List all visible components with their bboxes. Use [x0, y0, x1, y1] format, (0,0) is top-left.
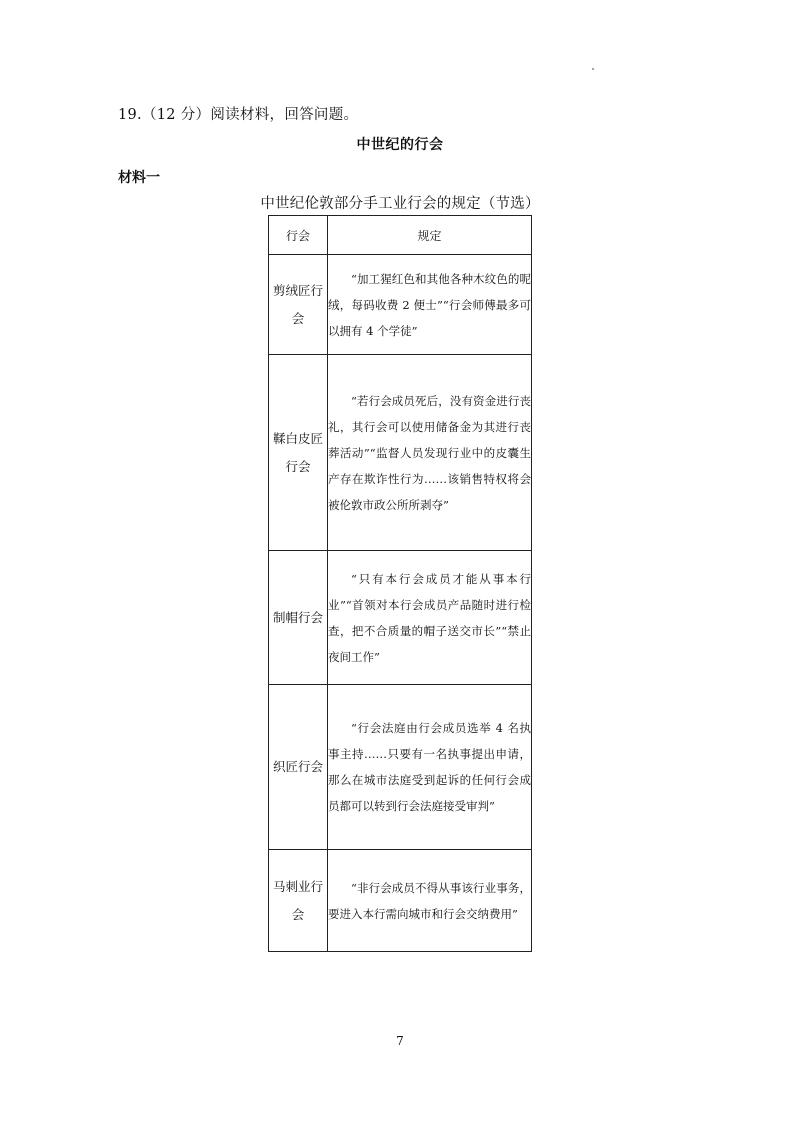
guild-rule-text: “若行会成员死后，没有资金进行丧礼，其行会可以使用储备金为其进行丧葬活动”“监督人员发现行业中的皮囊生产存在欺诈性行为……该销售特权将会被伦敦市政公所所剥夺” [328, 393, 531, 512]
table-row [269, 255, 532, 355]
guild-name: 剪绒匠行会 [269, 255, 328, 355]
guild-rule [328, 685, 532, 850]
guild-rule-text: “只有本行会成员才能从事本行业”“首领对本行会成员产品随时进行检查，把不合质量的帽子送交市长”“禁止夜间工作” [328, 571, 531, 664]
guild-name: 织匠行会 [269, 685, 328, 850]
table-row [269, 850, 532, 952]
guild-name: 鞣白皮匠行会 [269, 355, 328, 551]
guild-rule-text: “加工猩红色和其他各种木纹色的呢绒，每码收费 2 便士”“行会师傅最多可以拥有 4 个学徒” [328, 271, 531, 338]
guild-rule-text: “行会法庭由行会成员选举 4 名执事主持……只要有一名执事提出申请，那么在城市法庭受到起诉的任何行会成员都可以转到行会法庭接受审判” [328, 721, 531, 813]
guild-rules-table [268, 215, 532, 952]
section-title: 中世纪的行会 [356, 137, 444, 153]
guild-rule-text: “非行会成员不得从事该行业事务，要进入本行需向城市和行会交纳费用” [328, 880, 531, 921]
guild-name: 马刺业行会 [269, 850, 328, 952]
scan-speck [592, 68, 594, 70]
guild-name: 制帽行会 [269, 551, 328, 685]
header-guild: 行会 [269, 216, 328, 255]
table-row [269, 685, 532, 850]
guild-rule [328, 355, 532, 551]
material-label: 材料一 [118, 170, 160, 186]
table-caption: 中世纪伦敦部分手工业行会的规定（节选） [260, 196, 540, 212]
table-header-row [269, 216, 532, 255]
guild-rule [328, 255, 532, 355]
page-number: 7 [396, 1034, 404, 1048]
table-row [269, 551, 532, 685]
guild-rule [328, 850, 532, 952]
question-prompt: 19.（12 分）阅读材料，回答问题。 [118, 107, 359, 123]
header-rule: 规定 [328, 216, 532, 255]
table-row [269, 355, 532, 551]
guild-rule [328, 551, 532, 685]
